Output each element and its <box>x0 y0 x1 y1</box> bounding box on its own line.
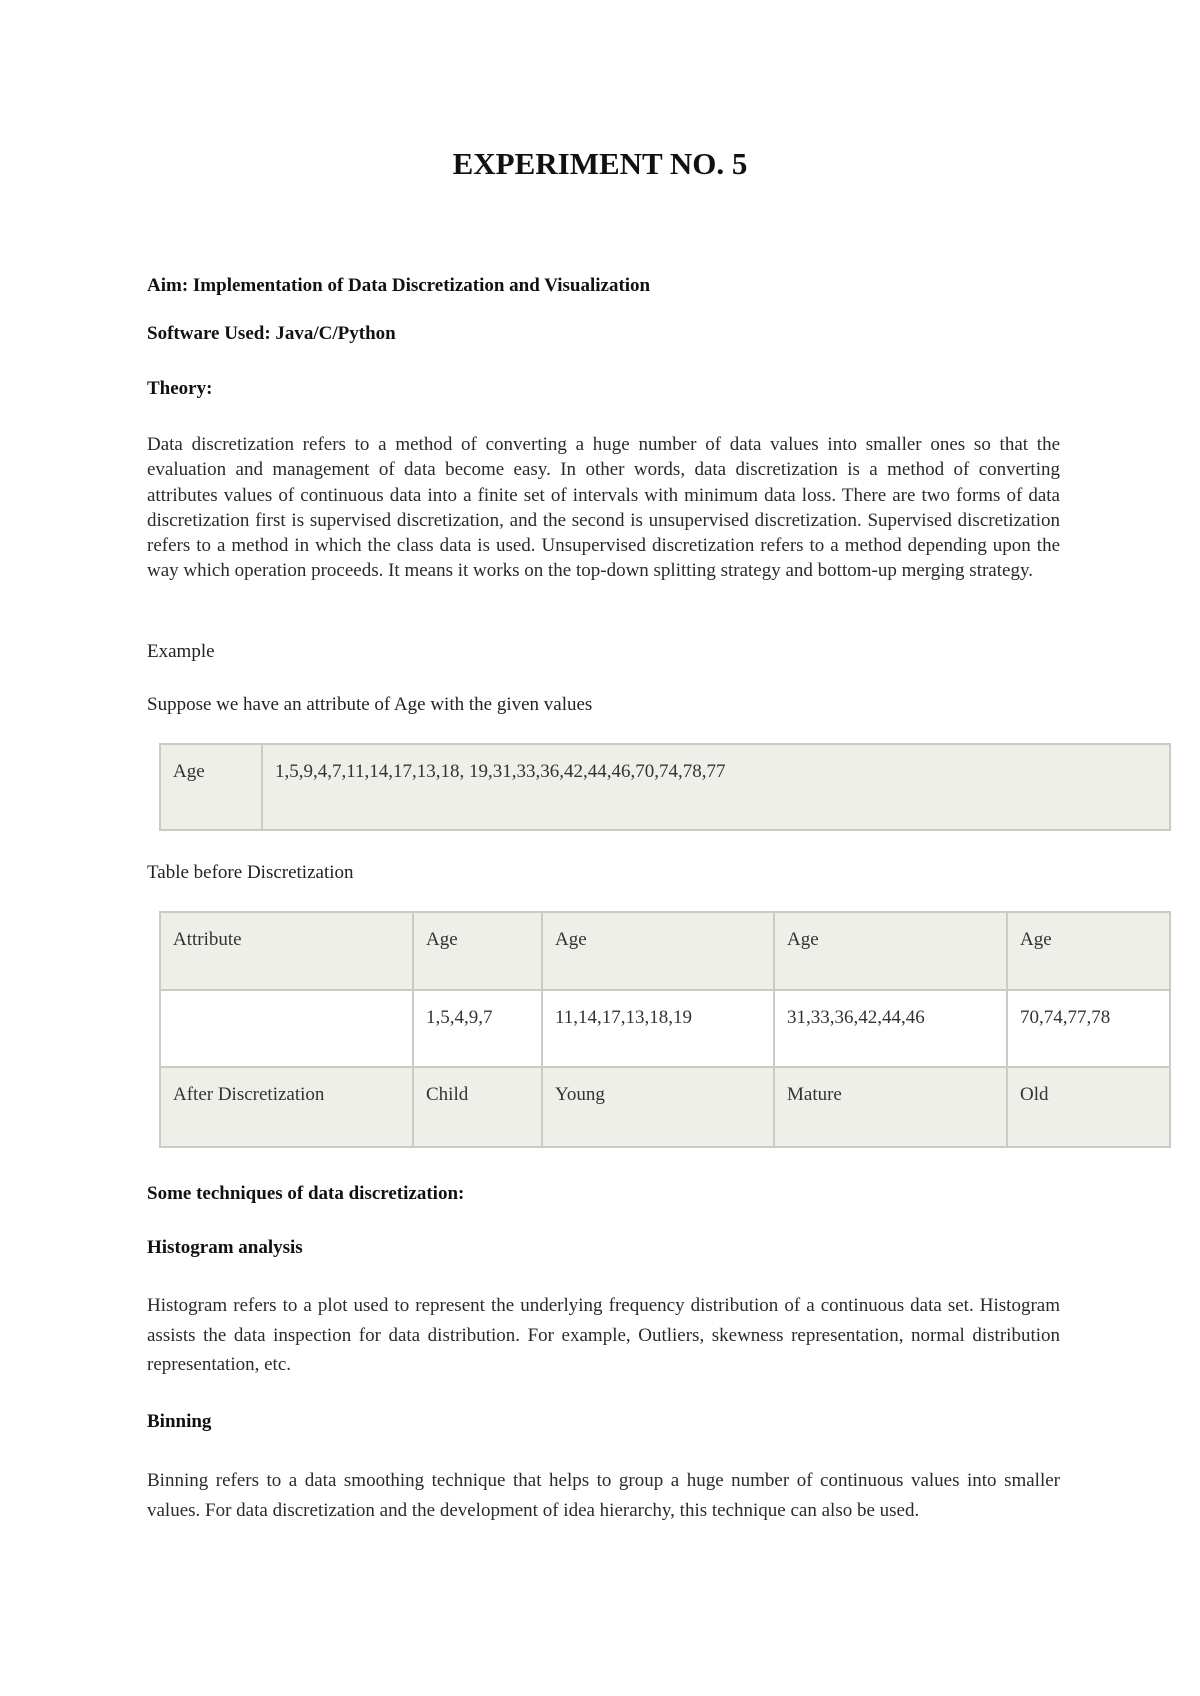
table-cell: Attribute <box>160 912 413 990</box>
table-cell: After Discretization <box>160 1067 413 1147</box>
histogram-heading: Histogram analysis <box>147 1237 303 1258</box>
table-cell: Age <box>774 912 1007 990</box>
table-cell: Child <box>413 1067 542 1147</box>
table-cell: 11,14,17,13,18,19 <box>542 990 774 1067</box>
software-line: Software Used: Java/C/Python <box>147 323 396 344</box>
binning-heading: Binning <box>147 1411 212 1432</box>
theory-heading: Theory: <box>147 378 213 399</box>
example-label: Example <box>147 641 215 662</box>
age-label-cell: Age <box>160 744 262 830</box>
binning-paragraph: Binning refers to a data smoothing technique that helps to group a huge number of continuous values into smaller values. For data discretization and the development of idea hierarchy, this technique can also be used. <box>147 1470 1060 1521</box>
table-cell: Age <box>413 912 542 990</box>
table-cell: 31,33,36,42,44,46 <box>774 990 1007 1067</box>
suppose-text: Suppose we have an attribute of Age with the given values <box>147 694 593 715</box>
techniques-heading: Some techniques of data discretization: <box>147 1183 465 1204</box>
table-cell: Young <box>542 1067 774 1147</box>
table-row <box>160 1067 1170 1147</box>
table-cell: Age <box>542 912 774 990</box>
table-cell: 1,5,4,9,7 <box>413 990 542 1067</box>
table-cell: Old <box>1007 1067 1170 1147</box>
page-title: EXPERIMENT NO. 5 <box>452 146 748 181</box>
table-row <box>160 990 1170 1067</box>
discretization-table <box>159 911 1171 1148</box>
before-discretization-label: Table before Discretization <box>147 862 354 883</box>
histogram-paragraph: Histogram refers to a plot used to represent the underlying frequency distribution of a continuous data set. Histogram assists the data inspection for data distribution. For example, Outliers, skewness representation, normal distribution representation, etc. <box>147 1295 1060 1375</box>
table-cell: Mature <box>774 1067 1007 1147</box>
table-cell: 70,74,77,78 <box>1007 990 1170 1067</box>
age-values-table <box>159 743 1171 831</box>
aim-line: Aim: Implementation of Data Discretization and Visualization <box>147 275 651 296</box>
table-cell: Age <box>1007 912 1170 990</box>
table-cell <box>160 990 413 1067</box>
table-row <box>160 744 1170 830</box>
age-values-cell: 1,5,9,4,7,11,14,17,13,18, 19,31,33,36,42,44,46,70,74,78,77 <box>262 744 1170 830</box>
table-row <box>160 912 1170 990</box>
theory-paragraph: Data discretization refers to a method of converting a huge number of data values into smaller ones so that the evaluation and management of data become easy. In other words, data discretization is a method of converting attributes values of continuous data into a finite set of intervals with minimum data loss. There are two forms of data discretization first is supervised discretization, and the second is unsupervised discretization. Supervised discretization refers to a method in which the class data is used. Unsupervised discretization refers to a method depending upon the way which operation proceeds. It means it works on the top-down splitting strategy and bottom-up merging strategy. <box>147 434 1060 582</box>
